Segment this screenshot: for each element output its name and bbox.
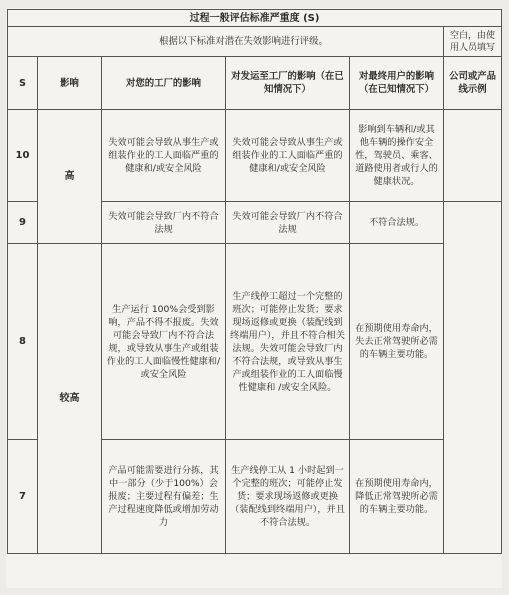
header-example: 公司或产品线示例 [444,57,502,110]
instruction-text: 根据以下标准对潜在失效影响进行评级。 [8,27,444,57]
header-end-user-impact: 对最终用户的影响（在已知情况下） [350,57,444,110]
severity-value: 10 [8,110,38,202]
severity-value: 7 [8,440,38,554]
end-user-impact-cell: 影响到车辆和/或其他车辆的操作安全性，驾驶员、乘客、道路使用者或行人的健康状况。 [350,110,444,202]
table-title: 过程一般评估标准严重度 (S) [8,10,502,27]
category-moderately-high: 较高 [38,244,102,554]
header-ship-to-impact: 对发运至工厂的影响（在已知情况下） [226,57,350,110]
severity-value: 8 [8,244,38,440]
end-user-impact-cell: 不符合法规。 [350,202,444,244]
example-cell [444,202,502,554]
severity-value: 9 [8,202,38,244]
header-plant-impact: 对您的工厂的影响 [102,57,226,110]
ship-to-impact-cell: 生产线停工超过一个完整的班次；可能停止发货；要求现场返修或更换（装配线到终端用户），并且不符合相关法规。失效可能会导致厂内不符合法规，或导致从事生产或组装作业的工人面临慢性健康和 /或安全风险。 [226,244,350,440]
header-s: S [8,57,38,110]
header-effect: 影响 [38,57,102,110]
blank-note: 空白，由使用人员填写 [444,27,502,57]
plant-impact-cell: 生产运行 100%会受到影响，产品不得不报废。失效可能会导致厂内不符合法规，或导致从事生产或组装作业的工人面临慢性健康和/或安全风险 [102,244,226,440]
end-user-impact-cell: 在预期使用寿命内，降低正常驾驶所必需的车辆主要功能。 [350,440,444,554]
example-cell [444,110,502,202]
ship-to-impact-cell: 生产线停工从 1 小时起到一个完整的班次；可能停止发货；要求现场返修或更换（装配线到终端用户），并且不符合法规。 [226,440,350,554]
ship-to-impact-cell: 失效可能会导致厂内不符合法规 [226,202,350,244]
plant-impact-cell: 失效可能会导致厂内不符合法规 [102,202,226,244]
severity-criteria-table [7,9,502,554]
ship-to-impact-cell: 失效可能会导致从事生产或组装作业的工人面临严重的健康和/或安全风险 [226,110,350,202]
plant-impact-cell: 产品可能需要进行分拣，其中一部分（少于100%）会报废；主要过程有偏差；生产过程速度降低或增加劳动力 [102,440,226,554]
plant-impact-cell: 失效可能会导致从事生产或组装作业的工人面临严重的健康和/或安全风险 [102,110,226,202]
category-high: 高 [38,110,102,244]
document-page [6,8,502,588]
end-user-impact-cell: 在预期使用寿命内，失去正常驾驶所必需的车辆主要功能。 [350,244,444,440]
